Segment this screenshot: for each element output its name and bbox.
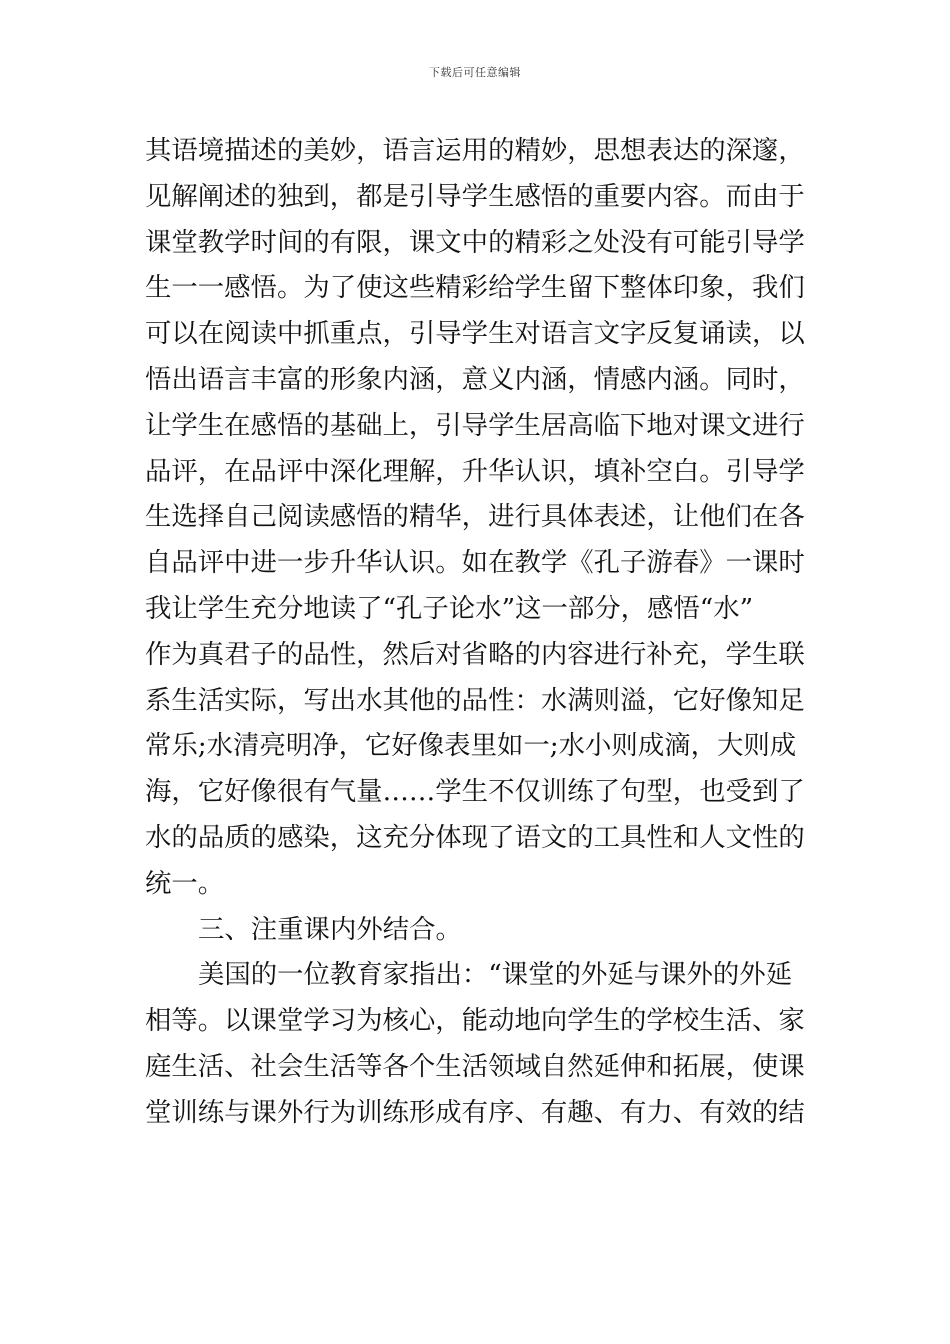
text-line: 生一一感悟。为了使这些精彩给学生留下整体印象，我们 [145,272,805,304]
section-heading: 三、注重课内外结合。 [198,913,462,945]
text-line: 见解阐述的独到，都是引导学生感悟的重要内容。而由于 [145,180,805,212]
text-line: 海，它好像很有气量……学生不仅训练了句型，也受到了 [145,776,805,808]
text-line: 我让学生充分地读了“孔子论水”这一部分，感悟“水” [145,592,754,624]
text-line: 庭生活、社会生活等各个生活领域自然延伸和拓展，使课 [145,1050,805,1082]
text-line: 系生活实际，写出水其他的品性：水满则溢，它好像知足 [145,684,805,716]
body-text [145,128,810,1136]
text-line: 统一。 [145,867,225,899]
text-line: 让学生在感悟的基础上，引导学生居高临下地对课文进行 [145,409,805,441]
text-line: 堂训练与课外行为训练形成有序、有趣、有力、有效的结 [145,1096,805,1128]
text-line: 其语境描述的美妙，语言运用的精妙，思想表达的深邃， [145,135,805,166]
text-line: 生选择自己阅读感悟的精华，进行具体表述，让他们在各 [145,501,805,533]
text-line: 品评，在品评中深化理解，升华认识，填补空白。引导学 [145,455,805,487]
text-line: 可以在阅读中抓重点，引导学生对语言文字反复诵读，以 [145,318,805,350]
text-line: 美国的一位教育家指出：“课堂的外延与课外的外延 [198,959,793,991]
text-line: 课堂教学时间的有限，课文中的精彩之处没有可能引导学 [145,226,805,258]
text-line: 悟出语言丰富的形象内涵，意义内涵，情感内涵。同时， [145,363,805,395]
page-header: 下载后可任意编辑 [429,66,521,79]
text-line: 常乐;水清亮明净，它好像表里如一;水小则成滴，大则成 [145,730,797,762]
text-line: 相等。以课堂学习为核心，能动地向学生的学校生活、家 [145,1005,805,1037]
text-line: 自品评中进一步升华认识。如在教学《孔子游春》一课时 [145,547,805,579]
text-line: 作为真君子的品性，然后对省略的内容进行补充，学生联 [145,638,805,670]
text-line: 水的品质的感染，这充分体现了语文的工具性和人文性的 [145,821,805,853]
